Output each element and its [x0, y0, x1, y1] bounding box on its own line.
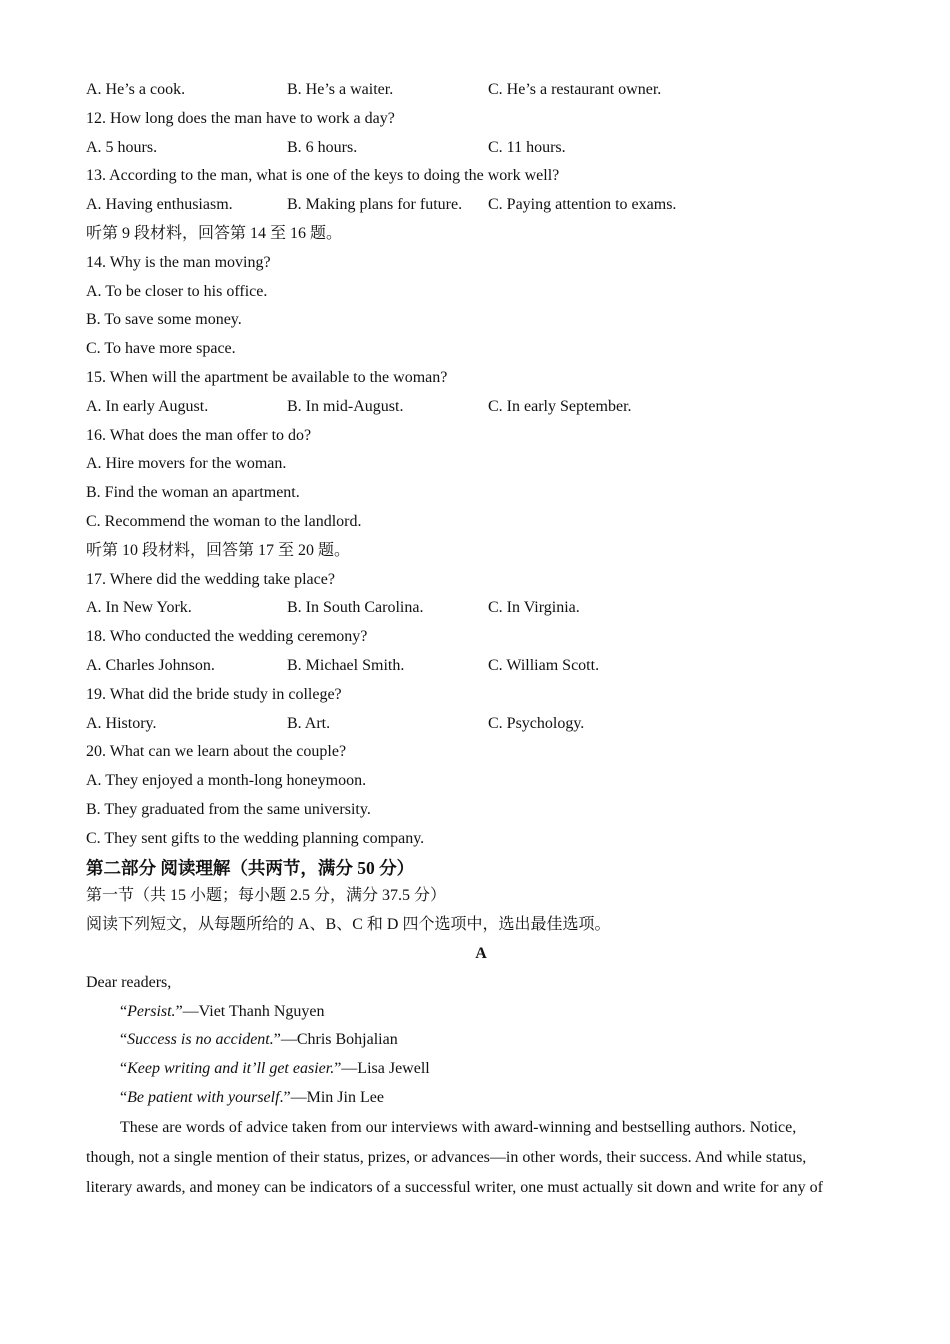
- quote-author: ”—Lisa Jewell: [334, 1060, 430, 1078]
- quote-author: ”—Viet Thanh Nguyen: [175, 1002, 325, 1020]
- option-c: C. 11 hours.: [488, 138, 566, 156]
- option-c: C. In Virginia.: [488, 599, 580, 617]
- quote-open: “: [120, 1031, 128, 1049]
- option-row: [86, 652, 876, 681]
- quote-open: “: [120, 1002, 128, 1020]
- option-line: B. To save some money.: [86, 311, 242, 329]
- option-row: [86, 710, 876, 739]
- quote-author: ”—Chris Bohjalian: [273, 1031, 398, 1049]
- option-b: B. In mid-August.: [287, 397, 404, 415]
- quote-author: .”—Min Jin Lee: [279, 1088, 384, 1106]
- option-row: [86, 134, 876, 163]
- option-a: A. In New York.: [86, 599, 192, 617]
- passage-label: A: [475, 944, 487, 962]
- instruction: 听第 10 段材料，回答第 17 至 20 题。: [86, 541, 351, 559]
- option-c: C. He’s a restaurant owner.: [488, 81, 662, 98]
- option-c: C. Psychology.: [488, 714, 585, 732]
- quote-line: [86, 1026, 876, 1055]
- option-c: C. Paying attention to exams.: [488, 196, 677, 214]
- instruction: 听第 9 段材料，回答第 14 至 16 题。: [86, 224, 343, 242]
- option-line: C. To have more space.: [86, 340, 236, 358]
- passage-paragraph: [86, 1113, 876, 1203]
- quote-line: [86, 998, 876, 1027]
- option-c: C. William Scott.: [488, 656, 600, 674]
- quote-open: “: [120, 1060, 128, 1078]
- option-b: B. In South Carolina.: [287, 599, 424, 617]
- quote-text: Be patient with yourself: [127, 1088, 280, 1106]
- quote-text: Success is no accident.: [127, 1031, 274, 1049]
- question: 19. What did the bride study in college?: [86, 685, 342, 703]
- option-line: C. They sent gifts to the wedding planning company.: [86, 829, 425, 847]
- option-line: B. They graduated from the same university.: [86, 800, 371, 818]
- question: 16. What does the man offer to do?: [86, 426, 312, 444]
- option-b: B. Michael Smith.: [287, 656, 405, 674]
- question: 13. According to the man, what is one of the keys to doing the work well?: [86, 167, 560, 185]
- quote-text: Persist.: [127, 1002, 176, 1020]
- reading-instruction: 阅读下列短文，从每题所给的 A、B、C 和 D 四个选项中，选出最佳选项。: [86, 916, 611, 934]
- option-b: B. Art.: [287, 714, 331, 732]
- question: 18. Who conducted the wedding ceremony?: [86, 628, 368, 646]
- question: 15. When will the apartment be available to the woman?: [86, 368, 448, 386]
- quote-open: “: [120, 1088, 128, 1106]
- option-line: A. Hire movers for the woman.: [86, 455, 287, 473]
- option-b: B. Making plans for future.: [287, 196, 463, 214]
- option-b: B. 6 hours.: [287, 138, 358, 156]
- paragraph-line: These are words of advice taken from our interviews with award-winning and bestselling authors. Notice,: [120, 1118, 797, 1136]
- paragraph-line: literary awards, and money can be indicators of a successful writer, one must actually sit down and write for any of: [86, 1178, 823, 1196]
- option-row: [86, 393, 876, 422]
- paragraph-line: though, not a single mention of their status, prizes, or advances—in other words, their success. And while status,: [86, 1148, 807, 1166]
- quote-line: [86, 1055, 876, 1084]
- part2-heading: 第二部分 阅读理解（共两节，满分 50 分）: [86, 857, 415, 878]
- option-a: A. Having enthusiasm.: [86, 196, 233, 214]
- option-row: [86, 594, 876, 623]
- option-line: C. Recommend the woman to the landlord.: [86, 512, 362, 530]
- question: 20. What can we learn about the couple?: [86, 743, 347, 761]
- question: 17. Where did the wedding take place?: [86, 570, 335, 588]
- option-c: C. In early September.: [488, 397, 632, 415]
- option-row: [86, 76, 876, 105]
- question: 12. How long does the man have to work a day?: [86, 109, 395, 127]
- option-a: A. Charles Johnson.: [86, 656, 215, 674]
- quotes-list: [86, 998, 876, 1113]
- quote-text: Keep writing and it’ll get easier.: [127, 1060, 335, 1078]
- listening-section: [86, 76, 876, 854]
- option-b: B. He’s a waiter.: [287, 81, 394, 98]
- option-line: A. To be closer to his office.: [86, 282, 268, 300]
- option-a: A. History.: [86, 714, 157, 732]
- salutation: Dear readers,: [86, 973, 172, 991]
- question: 14. Why is the man moving?: [86, 253, 271, 271]
- option-line: A. They enjoyed a month-long honeymoon.: [86, 772, 367, 790]
- option-line: B. Find the woman an apartment.: [86, 484, 300, 502]
- option-row: [86, 191, 876, 220]
- quote-line: [86, 1084, 876, 1113]
- section1-heading: 第一节（共 15 小题；每小题 2.5 分，满分 37.5 分）: [86, 887, 447, 905]
- option-a: A. In early August.: [86, 397, 209, 415]
- option-a: A. 5 hours.: [86, 138, 158, 156]
- exam-page: [86, 76, 876, 1203]
- option-a: A. He’s a cook.: [86, 81, 186, 98]
